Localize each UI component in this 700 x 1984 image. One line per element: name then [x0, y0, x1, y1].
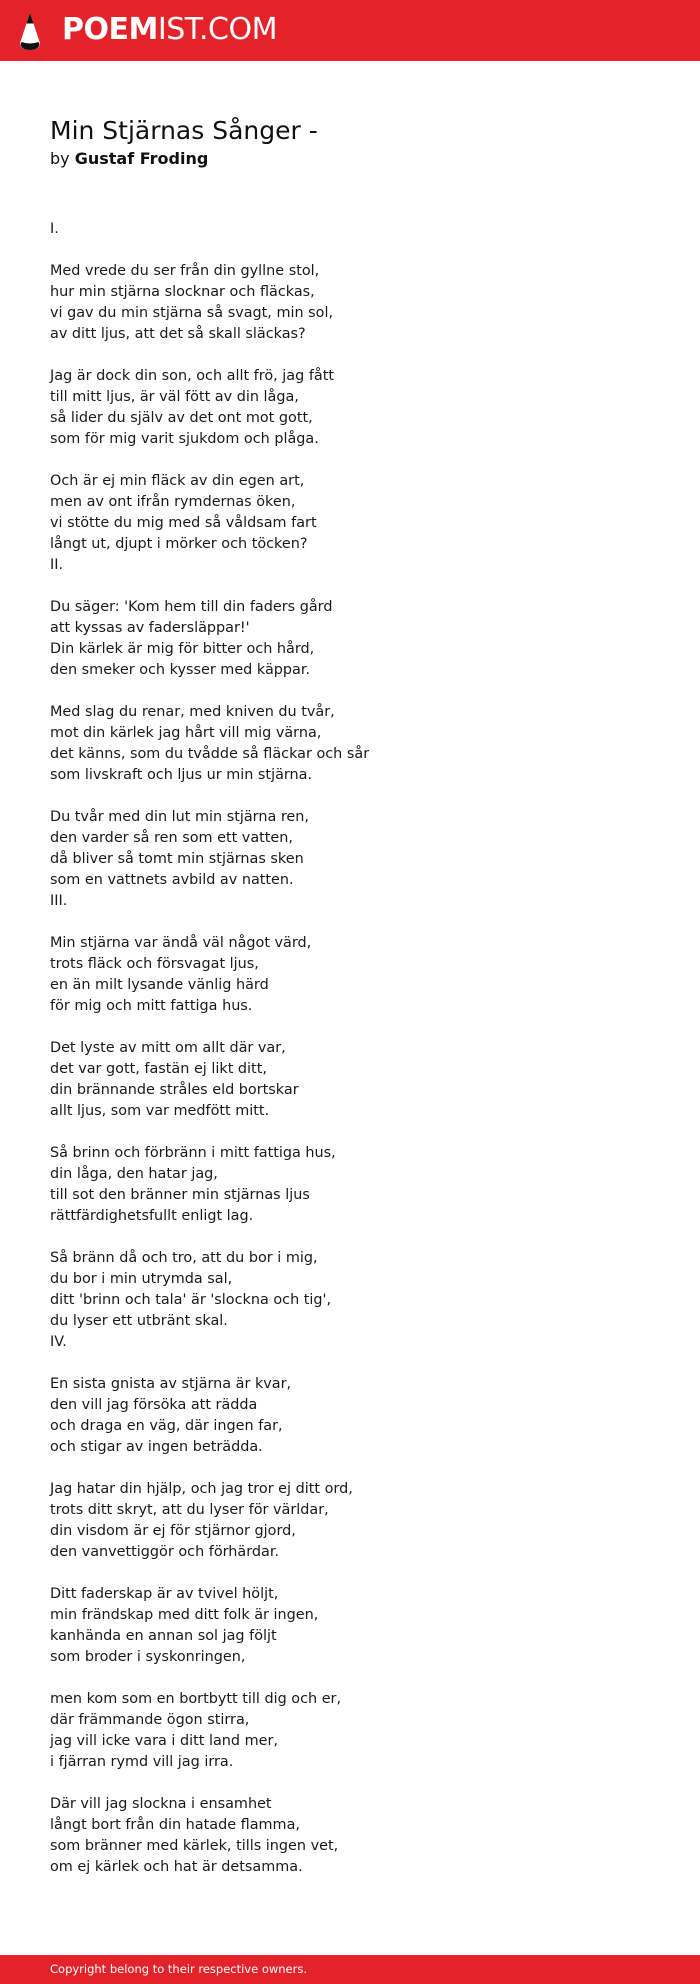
poem-line: den vill jag försöka att rädda	[50, 1397, 258, 1413]
stanza-break	[50, 576, 650, 597]
poem-line: du bor i min utrymda sal,	[50, 1271, 233, 1287]
poem-line: Med vrede du ser från din gyllne stol,	[50, 263, 320, 279]
by-label: by	[50, 149, 70, 168]
poem-line: hur min stjärna slocknar och fläckas,	[50, 284, 315, 300]
poem-line: så lider du själv av det ont mot gott,	[50, 410, 313, 426]
poem-line: En sista gnista av stjärna är kvar,	[50, 1376, 292, 1392]
poem-line: I.	[50, 221, 59, 237]
poem-line: Min stjärna var ändå väl något värd,	[50, 935, 312, 951]
stanza-break	[50, 912, 650, 933]
stanza-break	[50, 1227, 650, 1248]
brand-bold: POEM	[62, 12, 158, 47]
poem-line: du lyser ett utbränt skal.	[50, 1313, 228, 1329]
copyright-text: Copyright belong to their respective owners.	[50, 1962, 308, 1976]
poem-line: jag vill icke vara i ditt land mer,	[50, 1733, 278, 1749]
poem-line: som livskraft och ljus ur min stjärna.	[50, 767, 313, 783]
poem-line: där främmande ögon stirra,	[50, 1712, 250, 1728]
stanza-break	[50, 681, 650, 702]
poem-line: den varder så ren som ett vatten,	[50, 830, 293, 846]
poem-line: vi gav du min stjärna så svagt, min sol,	[50, 305, 334, 321]
poem-line: Jag är dock din son, och allt frö, jag fått	[50, 368, 334, 384]
stanza-break	[50, 1563, 650, 1584]
site-footer	[0, 1955, 700, 1984]
poem-line: IV.	[50, 1334, 67, 1350]
poem-line: men kom som en bortbytt till dig och er,	[50, 1691, 342, 1707]
poem-line: som bränner med kärlek, tills ingen vet,	[50, 1838, 339, 1854]
stanza-break	[50, 1353, 650, 1374]
poem-line: din visdom är ej för stjärnor gjord,	[50, 1523, 296, 1539]
poem-line: som broder i syskonringen,	[50, 1649, 246, 1665]
site-header	[0, 0, 700, 61]
poem-byline	[50, 147, 208, 171]
stanza-break	[50, 1458, 650, 1479]
stanza-break	[50, 345, 650, 366]
poem-line: vi stötte du mig med så våldsam fart	[50, 515, 317, 531]
poem-line: Du säger: 'Kom hem till din faders gård	[50, 599, 333, 615]
poem-line: Din kärlek är mig för bitter och hård,	[50, 641, 315, 657]
poem-line: Så brinn och förbränn i mitt fattiga hus,	[50, 1145, 336, 1161]
stanza-break	[50, 1122, 650, 1143]
poem-line: Jag hatar din hjälp, och jag tror ej ditt ord,	[50, 1481, 353, 1497]
poem-line: allt ljus, som var medfött mitt.	[50, 1103, 270, 1119]
poem-line: långt ut, djupt i mörker och töcken?	[50, 536, 308, 552]
stanza-break	[50, 240, 650, 261]
poem-line: till sot den bränner min stjärnas ljus	[50, 1187, 310, 1203]
poem-line: och stigar av ingen beträdda.	[50, 1439, 263, 1455]
poem-line: trots fläck och försvagat ljus,	[50, 956, 259, 972]
poem-line: en än milt lysande vänlig härd	[50, 977, 269, 993]
poem-line: III.	[50, 893, 68, 909]
poem-line: av ditt ljus, att det så skall släckas?	[50, 326, 306, 342]
poem-line: trots ditt skryt, att du lyser för världar,	[50, 1502, 329, 1518]
poem-line: den smeker och kysser med käppar.	[50, 662, 311, 678]
poem-line: ditt 'brinn och tala' är 'slockna och tig',	[50, 1292, 332, 1308]
poem-line: det var gott, fastän ej likt ditt,	[50, 1061, 267, 1077]
poem-line: i fjärran rymd vill jag irra.	[50, 1754, 234, 1770]
poem-line: men av ont ifrån rymdernas öken,	[50, 494, 296, 510]
poem-line: din låga, den hatar jag,	[50, 1166, 218, 1182]
poem-line: och draga en väg, där ingen far,	[50, 1418, 283, 1434]
poem-line: som för mig varit sjukdom och plåga.	[50, 431, 319, 447]
poem-line: Så bränn då och tro, att du bor i mig,	[50, 1250, 318, 1266]
poem-line: Det lyste av mitt om allt där var,	[50, 1040, 286, 1056]
poem-line: din brännande stråles eld bortskar	[50, 1082, 299, 1098]
poem-line: II.	[50, 557, 64, 573]
poem-line: kanhända en annan sol jag följt	[50, 1628, 277, 1644]
poem-line: rättfärdighetsfullt enligt lag.	[50, 1208, 254, 1224]
author-name[interactable]: Gustaf Froding	[74, 149, 209, 168]
stanza-break	[50, 1668, 650, 1689]
poem-line: Med slag du renar, med kniven du tvår,	[50, 704, 335, 720]
brand-light: IST.COM	[157, 12, 277, 47]
poem-line: att kyssas av fadersläppar!'	[50, 620, 250, 636]
poem-line: långt bort från din hatade flamma,	[50, 1817, 300, 1833]
poem-line: Och är ej min fläck av din egen art,	[50, 473, 305, 489]
poem-line: som en vattnets avbild av natten.	[50, 872, 294, 888]
stanza-break	[50, 1017, 650, 1038]
poem-line: det känns, som du tvådde så fläckar och sår	[50, 746, 370, 762]
site-logo-text[interactable]	[62, 11, 277, 49]
poem-line: den vanvettiggör och förhärdar.	[50, 1544, 280, 1560]
poem-title: Min Stjärnas Sånger -	[50, 116, 318, 145]
poem-line: då bliver så tomt min stjärnas sken	[50, 851, 304, 867]
poem-line: mot din kärlek jag hårt vill mig värna,	[50, 725, 322, 741]
poem-line: min frändskap med ditt folk är ingen,	[50, 1607, 319, 1623]
poem-body	[50, 219, 650, 1878]
stanza-break	[50, 786, 650, 807]
poem-line: Där vill jag slockna i ensamhet	[50, 1796, 272, 1812]
pencil-tip-icon[interactable]	[18, 12, 42, 52]
stanza-break	[50, 1773, 650, 1794]
poem-line: om ej kärlek och hat är detsamma.	[50, 1859, 303, 1875]
poem-line: för mig och mitt fattiga hus.	[50, 998, 253, 1014]
poem-line: Du tvår med din lut min stjärna ren,	[50, 809, 309, 825]
poem-line: till mitt ljus, är väl fött av din låga,	[50, 389, 299, 405]
poem-line: Ditt faderskap är av tvivel höljt,	[50, 1586, 279, 1602]
stanza-break	[50, 450, 650, 471]
